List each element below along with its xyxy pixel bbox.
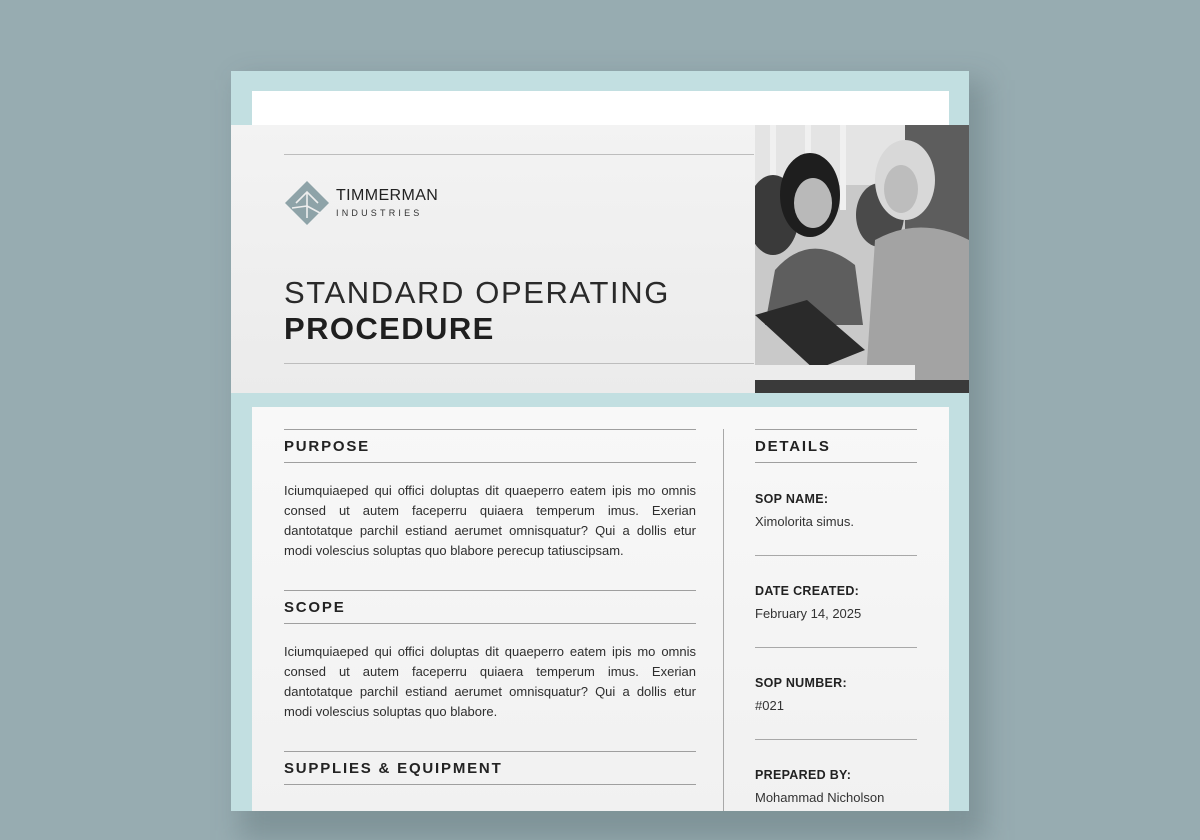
document-body [252, 407, 949, 811]
section-body-purpose: Iciumquiaeped qui offici doluptas dit quaeperro eatem ipis mo omnis consed ut autem faceperru quiaera temperum imus. Exerian dantotatque parchil estiand aerumet omnisquatur? Qui a dollis etur modi volescius soluptas quo blabore perecup tatiuscipsam. [284, 483, 696, 558]
header-photo [755, 125, 969, 393]
section-heading-text: SCOPE [284, 599, 346, 616]
detail-value-date-created: February 14, 2025 [755, 606, 862, 621]
detail-rule [755, 739, 917, 740]
section-heading-purpose [284, 429, 696, 463]
section-heading-supplies [284, 751, 696, 785]
title-line-2: PROCEDURE [284, 311, 495, 346]
section-heading-scope [284, 590, 696, 624]
section-heading-text: SUPPLIES & EQUIPMENT [284, 760, 503, 777]
header-rule-bottom [284, 363, 754, 364]
company-logo-icon [284, 180, 330, 226]
title-line-1: STANDARD OPERATING [284, 275, 670, 310]
brand-name: TIMMERMAN [336, 187, 439, 204]
sop-document [231, 71, 969, 811]
detail-rule [755, 647, 917, 648]
detail-value-sop-number: #021 [755, 698, 784, 713]
document-header [231, 125, 969, 393]
brand-subtitle: INDUSTRIES [336, 208, 423, 218]
detail-label-date-created: DATE CREATED: [755, 584, 860, 598]
details-heading-text: DETAILS [755, 438, 831, 455]
detail-value-sop-name: Ximolorita simus. [755, 514, 854, 529]
section-body-scope: Iciumquiaeped qui offici doluptas dit quaeperro eatem ipis mo omnis consed ut autem faceperru quiaera temperum imus. Exerian dantotatque parchil estiand aerumet omnisquatur? Qui a dollis etur modi volescius soluptas quo blabore. [284, 644, 696, 719]
detail-value-prepared-by: Mohammad Nicholson [755, 790, 885, 805]
column-divider [723, 429, 724, 811]
header-rule-top [284, 154, 754, 155]
details-heading [755, 429, 917, 463]
photo-illustration [755, 125, 969, 393]
section-heading-text: PURPOSE [284, 438, 370, 455]
detail-label-sop-name: SOP NAME: [755, 492, 829, 506]
detail-rule [755, 555, 917, 556]
detail-label-sop-number: SOP NUMBER: [755, 676, 847, 690]
detail-label-prepared-by: PREPARED BY: [755, 768, 852, 782]
top-white-strip [252, 91, 949, 125]
